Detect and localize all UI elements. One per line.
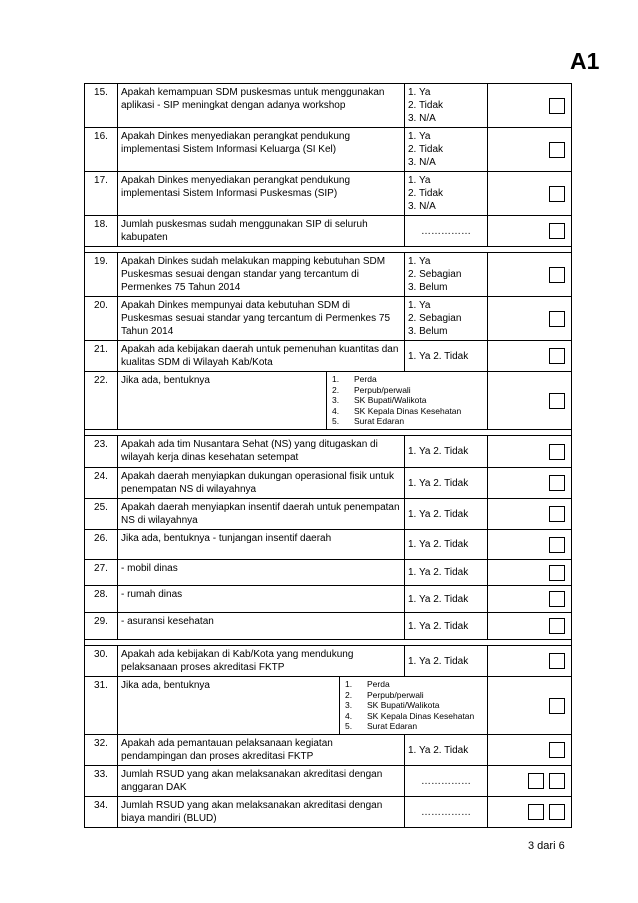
row-number: 20. [85,297,118,341]
row-number: 26. [85,530,118,560]
row-number: 34. [85,797,118,828]
question-text: Jika ada, bentuknya [121,375,210,386]
answer-checkbox[interactable] [549,537,565,553]
answer-box-cell [488,216,572,247]
answer-checkbox[interactable] [549,186,565,202]
answer-options: 1. Ya 2. Sebagian 3. Belum [405,253,488,297]
question-text: Apakah kemampuan SDM puskesmas untuk menggunakan aplikasi - SIP meningkat dengan adanya workshop [118,84,405,128]
answer-checkbox[interactable] [549,142,565,158]
table-row [85,468,572,499]
question-cell [118,372,488,430]
row-number: 15. [85,84,118,128]
row-number: 30. [85,646,118,677]
form-code: A1 [570,48,600,74]
answer-checkbox[interactable] [549,223,565,239]
answer-box-cell [488,128,572,172]
answer-checkbox[interactable] [549,98,565,114]
answer-checkbox[interactable] [549,393,565,409]
answer-options: 1. Ya 2. Tidak [405,586,488,613]
row-number: 22. [85,372,118,430]
answer-blank: …………… [405,766,488,797]
answer-checkbox[interactable] [549,565,565,581]
questionnaire-table [84,83,572,828]
question-text: Apakah Dinkes menyediakan perangkat pendukung implementasi Sistem Informasi Puskesmas (SIP) [118,172,405,216]
answer-options: 1. Ya 2. Tidak [405,341,488,372]
answer-options: 1. Ya 2. Tidak 3. N/A [405,84,488,128]
answer-options: 1. Ya 2. Tidak 3. N/A [405,128,488,172]
table-row [85,586,572,613]
answer-checkbox[interactable] [549,618,565,634]
answer-box-cell [488,613,572,640]
question-text: Apakah ada pemantauan pelaksanaan kegiatan pendampingan dan proses akreditasi FKTP [118,735,405,766]
answer-box-cell [488,84,572,128]
answer-checkbox[interactable] [549,698,565,714]
question-text: Apakah ada kebijakan di Kab/Kota yang mendukung pelaksanaan proses akreditasi FKTP [118,646,405,677]
answer-checkbox[interactable] [549,311,565,327]
question-text: - rumah dinas [118,586,405,613]
question-text: Apakah ada kebijakan daerah untuk pemenuhan kuantitas dan kualitas SDM di Wilayah Kab/Kota [118,341,405,372]
answer-checkbox[interactable] [549,591,565,607]
table-row [85,735,572,766]
table-row [85,530,572,560]
answer-checkbox[interactable] [549,773,565,789]
row-number: 25. [85,499,118,530]
question-text: Jumlah RSUD yang akan melaksanakan akreditasi dengan biaya mandiri (BLUD) [118,797,405,828]
table-row [85,172,572,216]
answer-options: 1. Perda 2. Perpub/perwali 3. SK Bupati/Walikota 4. SK Kepala Dinas Kesehatan 5. Surat Edaran [339,677,474,734]
answer-checkbox[interactable] [528,804,544,820]
answer-checkbox[interactable] [549,742,565,758]
question-text: Jumlah RSUD yang akan melaksanakan akreditasi dengan anggaran DAK [118,766,405,797]
answer-options: 1. Ya 2. Tidak [405,613,488,640]
answer-options: 1. Ya 2. Tidak [405,436,488,468]
answer-box-cell [488,530,572,560]
answer-box-cell [488,172,572,216]
answer-checkbox[interactable] [549,444,565,460]
answer-checkbox[interactable] [549,653,565,669]
table-row [85,646,572,677]
answer-box-cell [488,586,572,613]
table-row [85,766,572,797]
answer-box-cell [488,797,572,828]
answer-options: 1. Ya 2. Sebagian 3. Belum [405,297,488,341]
row-number: 18. [85,216,118,247]
row-number: 33. [85,766,118,797]
table-row [85,797,572,828]
answer-box-cell [488,372,572,430]
row-number: 23. [85,436,118,468]
row-number: 21. [85,341,118,372]
row-number: 28. [85,586,118,613]
answer-checkbox[interactable] [549,267,565,283]
table-row [85,372,572,430]
row-number: 19. [85,253,118,297]
answer-options: 1. Ya 2. Tidak [405,560,488,586]
answer-box-cell [488,253,572,297]
row-number: 24. [85,468,118,499]
answer-box-cell [488,735,572,766]
table-row [85,499,572,530]
table-row [85,560,572,586]
row-number: 17. [85,172,118,216]
question-text: Apakah daerah menyiapkan dukungan operasional fisik untuk penempatan NS di wilayahnya [118,468,405,499]
answer-blank: …………… [405,216,488,247]
question-cell [118,677,488,735]
table-row [85,216,572,247]
row-number: 29. [85,613,118,640]
answer-options: 1. Ya 2. Tidak [405,530,488,560]
answer-options: 1. Ya 2. Tidak [405,468,488,499]
answer-options: 1. Ya 2. Tidak [405,499,488,530]
question-text: Apakah Dinkes sudah melakukan mapping kebutuhan SDM Puskesmas sesuai dengan standar yang tercantum di Permenkes 75 Tahun 2014 [118,253,405,297]
table-row [85,677,572,735]
answer-checkbox[interactable] [549,475,565,491]
row-number: 32. [85,735,118,766]
question-text: Apakah Dinkes menyediakan perangkat pendukung implementasi Sistem Informasi Keluarga (SI Kel) [118,128,405,172]
answer-box-cell [488,468,572,499]
row-number: 27. [85,560,118,586]
table-row [85,84,572,128]
row-number: 16. [85,128,118,172]
answer-box-cell [488,766,572,797]
answer-blank: …………… [405,797,488,828]
page-number: 3 dari 6 [528,840,565,852]
question-text: Jika ada, bentuknya - tunjangan insentif daerah [118,530,405,560]
answer-box-cell [488,499,572,530]
question-text: Apakah daerah menyiapkan insentif daerah untuk penempatan NS di wilayahnya [118,499,405,530]
question-text: - asuransi kesehatan [118,613,405,640]
answer-options: 1. Perda 2. Perpub/perwali 3. SK Bupati/Walikota 4. SK Kepala Dinas Kesehatan 5. Surat Edaran [326,372,461,429]
question-text: Apakah Dinkes mempunyai data kebutuhan SDM di Puskesmas sesuai standar yang tercantum di Permenkes 75 Tahun 2014 [118,297,405,341]
answer-options: 1. Ya 2. Tidak [405,735,488,766]
question-text: Apakah ada tim Nusantara Sehat (NS) yang ditugaskan di wilayah kerja dinas kesehatan setempat [118,436,405,468]
answer-box-cell [488,297,572,341]
question-text: Jika ada, bentuknya [121,680,210,691]
answer-options: 1. Ya 2. Tidak 3. N/A [405,172,488,216]
answer-box-cell [488,677,572,735]
answer-box-cell [488,436,572,468]
table-row [85,297,572,341]
table-row [85,341,572,372]
question-text: Jumlah puskesmas sudah menggunakan SIP di seluruh kabupaten [118,216,405,247]
table-row [85,613,572,640]
table-row [85,436,572,468]
answer-box-cell [488,560,572,586]
answer-checkbox[interactable] [549,506,565,522]
answer-checkbox[interactable] [549,804,565,820]
answer-checkbox[interactable] [549,348,565,364]
answer-box-cell [488,646,572,677]
table-row [85,128,572,172]
answer-checkbox[interactable] [528,773,544,789]
row-number: 31. [85,677,118,735]
answer-options: 1. Ya 2. Tidak [405,646,488,677]
table-row [85,253,572,297]
question-text: - mobil dinas [118,560,405,586]
answer-box-cell [488,341,572,372]
